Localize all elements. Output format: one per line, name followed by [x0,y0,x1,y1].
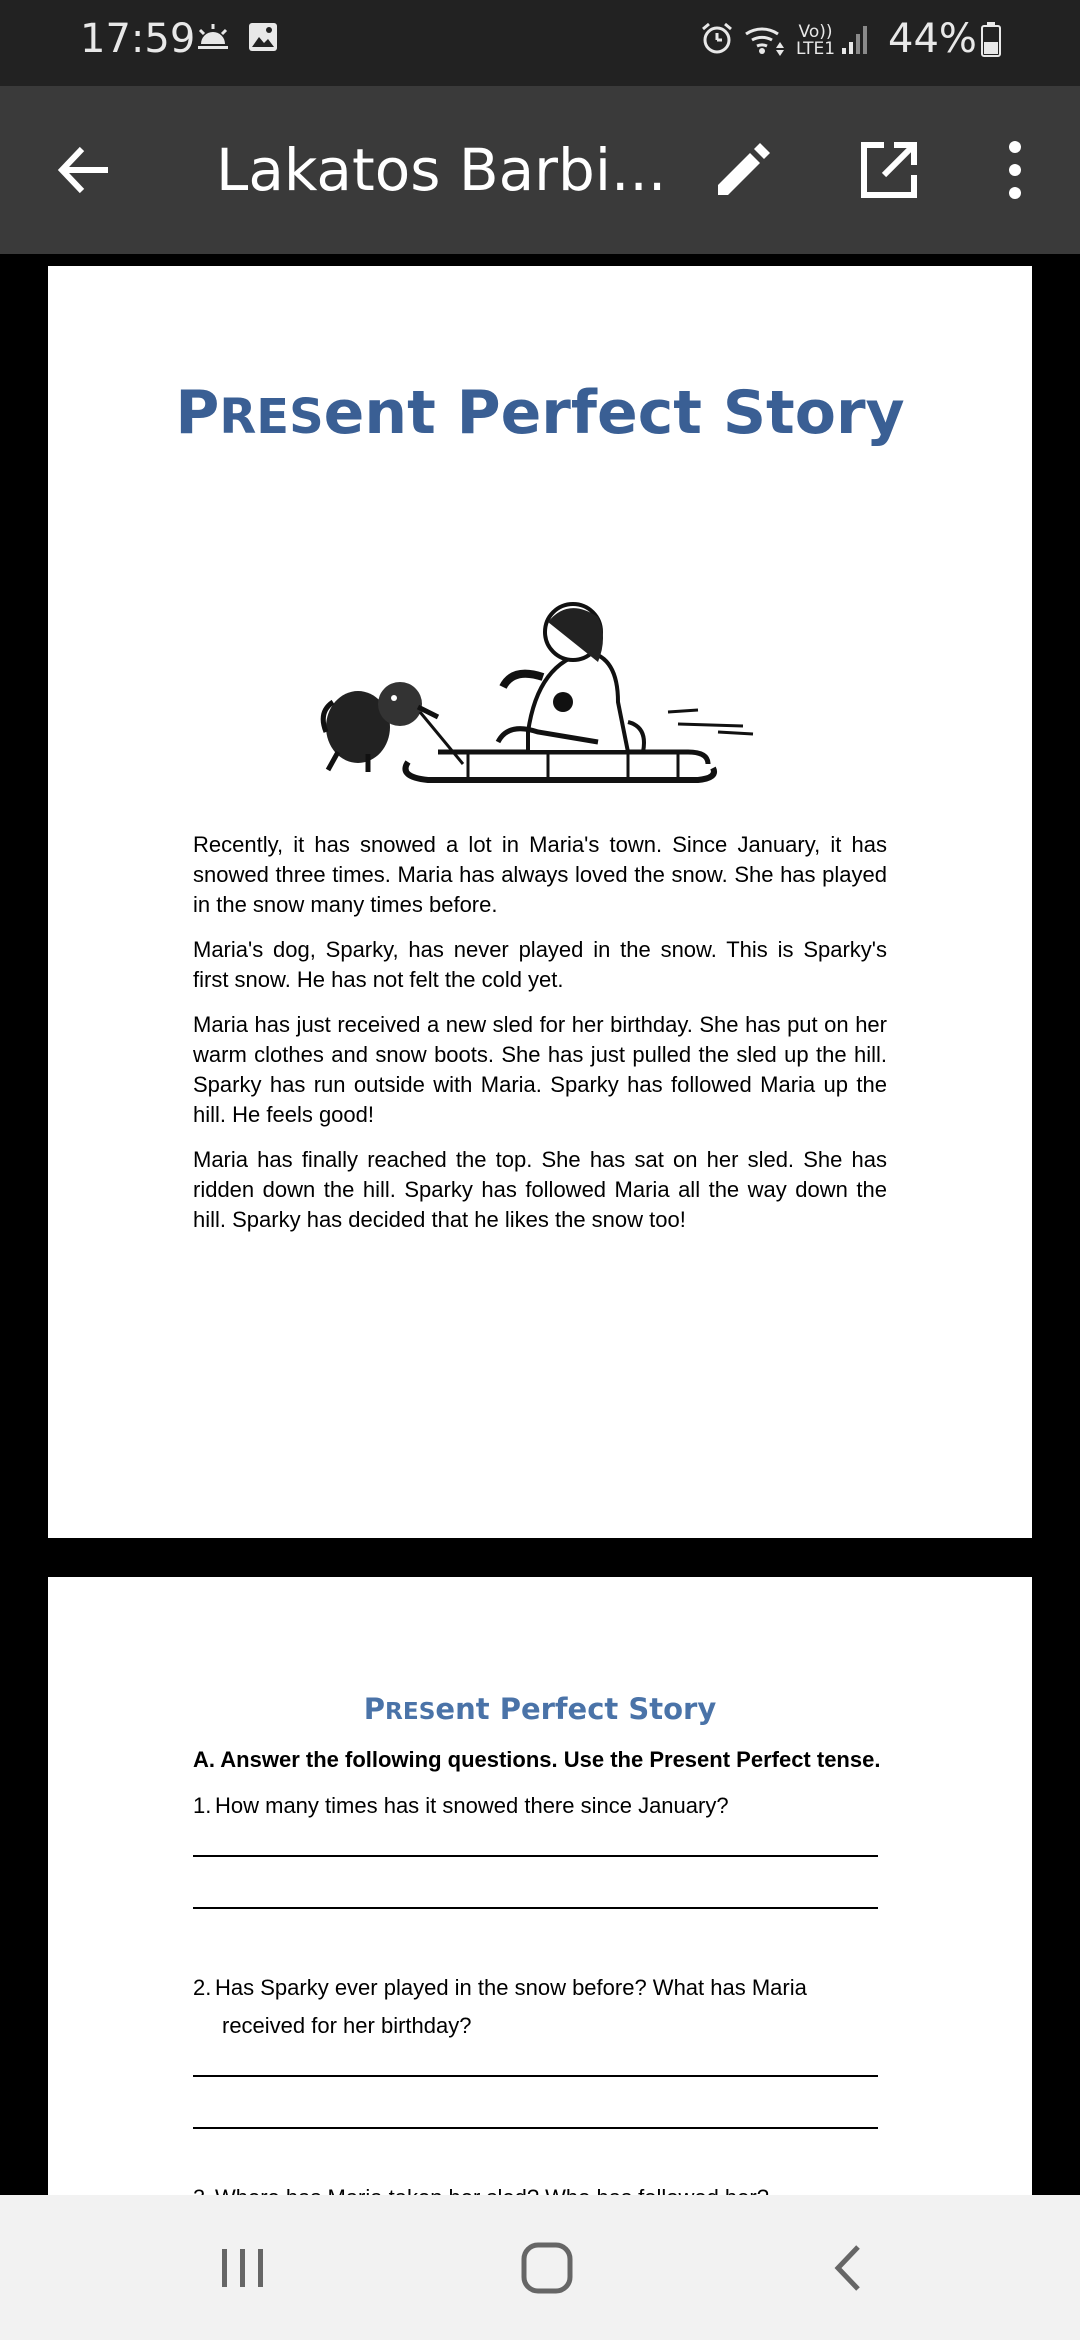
network-type-label: Vo)) LTE1 [796,22,836,59]
status-time: 17:59 [80,16,196,62]
story-paragraph: Maria has just received a new sled for her birthday. She has put on her warm clothes and snow boots. She has just pulled the sled up the hill. Sparky has run outside with Maria. Sparky has followed Maria up the hill. He feels good! [193,1012,887,1127]
status-bar [0,0,1080,86]
gallery-icon [248,22,278,52]
open-external-icon[interactable] [856,137,922,203]
question-number: 1. [193,1793,212,1818]
document-viewport[interactable] [0,254,1080,2195]
back-arrow-icon[interactable] [52,137,118,203]
home-icon[interactable] [512,2235,582,2301]
battery-percent: 44% [888,16,977,62]
back-icon[interactable] [814,2235,884,2301]
more-vert-icon[interactable] [982,137,1048,203]
question-text: Has Sparky ever played in the snow before? What has Maria [215,1975,807,2000]
navigation-bar [0,2195,1080,2340]
page-title: PRESent Perfect Story [363,1692,717,1726]
weather-sun-icon [196,22,230,52]
question-number: 2. [193,1975,212,2000]
signal-icon [840,22,868,56]
story-paragraph: Maria's dog, Sparky, has never played in the snow. This is Sparky's first snow. He has not felt the cold yet. [193,937,887,992]
recent-apps-icon[interactable] [208,2235,278,2301]
exercise-instructions: A. Answer the following questions. Use the Present Perfect tense. [193,1747,881,1772]
story-paragraph: Maria has finally reached the top. She has sat on her sled. She has ridden down the hill. Sparky has followed Maria all the way down the hill. Sparky has decided that he likes the snow too! [193,1147,887,1232]
exercise-section [193,1747,913,2217]
edit-pencil-icon[interactable] [710,137,776,203]
wifi-icon [744,22,786,56]
page-title: PRESent Perfect Story [175,378,905,448]
question-text: How many times has it snowed there since January? [215,1793,729,1818]
story-paragraph: Recently, it has snowed a lot in Maria's town. Since January, it has snowed three times. Maria has always loved the snow. She has played in the snow many times before. [193,832,887,917]
question-item [193,1969,913,2045]
document-page-1 [48,266,1032,1538]
question-item [193,1787,913,1825]
story-text [193,830,887,1250]
battery-icon [980,22,1002,58]
document-title: Lakatos Barbi... [216,136,667,204]
alarm-icon [700,22,734,56]
app-bar [0,86,1080,254]
document-page-2 [48,1577,1032,2277]
girl-on-sled-with-dog-illustration [298,592,758,792]
question-text-continued: received for her birthday? [222,2013,472,2038]
